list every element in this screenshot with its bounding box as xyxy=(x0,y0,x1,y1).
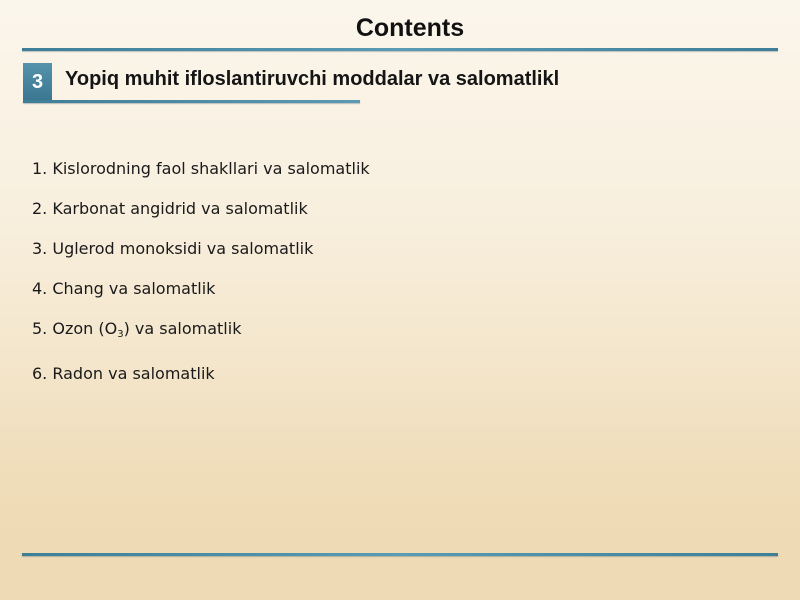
list-item-text: 4. Chang va salomatlik xyxy=(32,279,216,298)
list-item xyxy=(32,317,370,362)
list-item-subscript: 3 xyxy=(117,329,124,340)
list-item-text: 5. Ozon (O xyxy=(32,319,118,338)
list-item xyxy=(32,362,370,402)
list-item-text-suffix: ) va salomatlik xyxy=(123,319,242,338)
page-title: Contents xyxy=(355,14,465,42)
top-divider xyxy=(22,48,778,51)
list-item-text: 2. Karbonat angidrid va salomatlik xyxy=(32,199,308,218)
section-header xyxy=(23,63,783,103)
list-item-text: 3. Uglerod monoksidi va salomatlik xyxy=(32,239,314,258)
list-item xyxy=(32,277,370,317)
list-item xyxy=(32,157,370,197)
section-title: Yopiq muhit ifloslantiruvchi moddalar va salomatlikl xyxy=(65,68,560,90)
section-underline xyxy=(23,100,360,103)
list-item-text: 6. Radon va salomatlik xyxy=(32,364,215,383)
list-item xyxy=(32,237,370,277)
list-item-text: 1. Kislorodning faol shakllari va salomatlik xyxy=(32,159,370,178)
contents-list xyxy=(32,157,370,402)
section-number-badge: 3 xyxy=(23,63,52,101)
list-item xyxy=(32,197,370,237)
bottom-divider xyxy=(22,553,778,556)
